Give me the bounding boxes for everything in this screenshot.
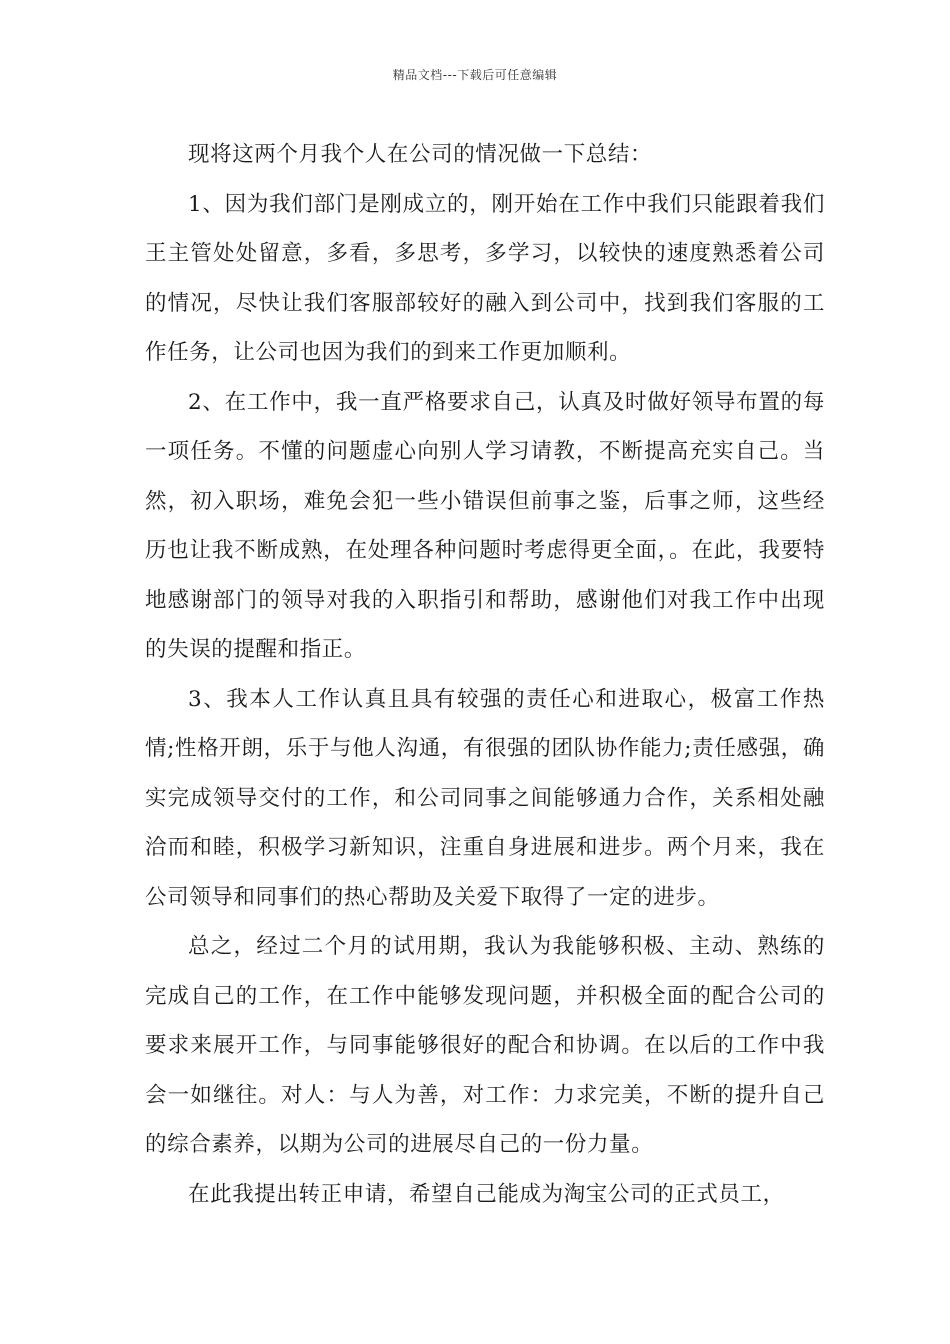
paragraph-item-3: 3、我本人工作认真且具有较强的责任心和进取心，极富工作热情;性格开朗，乐于与他人沟通，有很强的团队协作能力;责任感强，确实完成领导交付的工作，和公司同事之间能够通力合作，关系相处融洽而和睦，积极学习新知识，注重自身进展和进步。两个月来，我在公司领导和同事们的热心帮助及关爱下取得了一定的进步。 [145,686,825,910]
paragraph-intro: 现将这两个月我个人在公司的情况做一下总结： [188,142,653,167]
paragraph-summary: 总之，经过二个月的试用期，我认为我能够积极、主动、熟练的完成自己的工作，在工作中能够发现问题，并积极全面的配合公司的要求来展开工作，与同事能够很好的配合和协调。在以后的工作中我会一如继往。对人：与人为善，对工作：力求完美，不断的提升自己的综合素养，以期为公司的进展尽自己的一份力量。 [145,934,825,1157]
paragraph-item-1: 1、因为我们部门是刚成立的，刚开始在工作中我们只能跟着我们王主管处处留意，多看，多思考，多学习，以较快的速度熟悉着公司的情况，尽快让我们客服部较好的融入到公司中，找到我们客服的工作任务，让公司也因为我们的到来工作更加顺利。 [145,191,825,365]
page-header: 精品文档---下载后可任意编辑 [392,68,558,82]
document-body [145,130,825,1219]
paragraph-item-2: 2、在工作中，我一直严格要求自己，认真及时做好领导布置的每一项任务。不懂的问题虚心向别人学习请教，不断提高充实自己。当然，初入职场，难免会犯一些小错误但前事之鉴，后事之师，这些经历也让我不断成熟，在处理各种问题时考虑得更全面，。在此，我要特地感谢部门的领导对我的入职指引和帮助，感谢他们对我工作中出现的失误的提醒和指正。 [145,389,825,662]
paragraph-request: 在此我提出转正申请，希望自己能成为淘宝公司的正式员工， [188,1181,785,1207]
